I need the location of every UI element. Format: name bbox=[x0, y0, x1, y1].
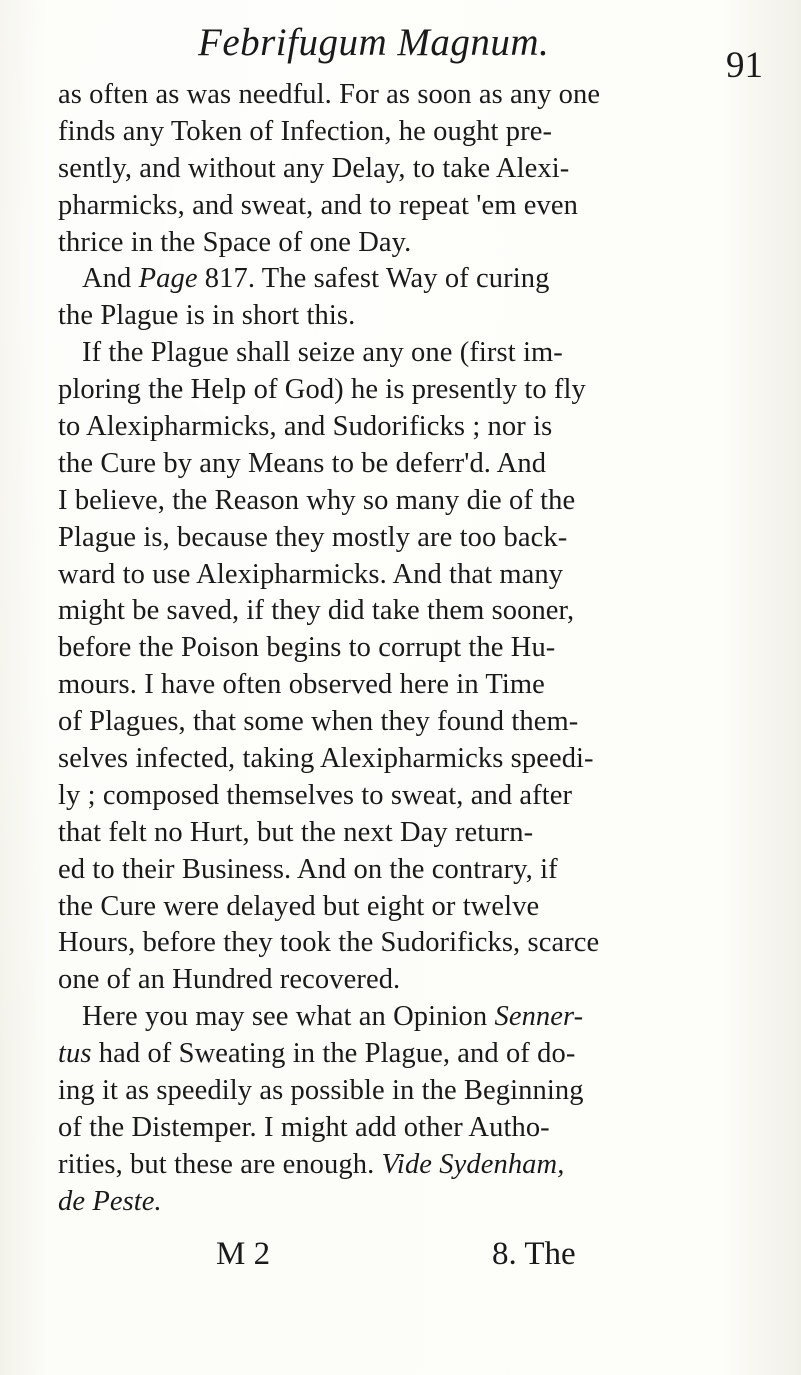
text-line: Here you may see what an Opinion Senner- bbox=[82, 1001, 584, 1033]
text-line: the Cure by any Means to be deferr'd. And bbox=[58, 447, 547, 479]
text-line: And Page 817. The safest Way of curing bbox=[82, 263, 550, 295]
running-head: Febrifugum Magnum. bbox=[198, 21, 550, 64]
text-line: finds any Token of Infection, he ought pre- bbox=[58, 115, 553, 147]
text-line: de Peste. bbox=[58, 1185, 162, 1217]
text-line: If the Plague shall seize any one (first im- bbox=[82, 337, 563, 369]
text-line: Plague is, because they mostly are too back- bbox=[58, 521, 568, 553]
text-line: ward to use Alexipharmicks. And that many bbox=[58, 558, 564, 590]
text-line: sently, and without any Delay, to take Alexi- bbox=[58, 152, 570, 184]
text-line: ed to their Business. And on the contrary, if bbox=[58, 853, 558, 885]
text-line: ly ; composed themselves to sweat, and after bbox=[58, 779, 573, 811]
text-line: ploring the Help of God) he is presently to fly bbox=[58, 374, 586, 406]
signature-mark: M 2 bbox=[216, 1236, 271, 1272]
catchword: 8. The bbox=[492, 1236, 576, 1272]
text-line: the Plague is in short this. bbox=[58, 300, 356, 332]
text-line: tus had of Sweating in the Plague, and of do- bbox=[58, 1038, 576, 1070]
text-line: ing it as speedily as possible in the Beginning bbox=[58, 1075, 584, 1107]
text-line: one of an Hundred recovered. bbox=[58, 964, 401, 996]
text-line: as often as was needful. For as soon as any one bbox=[58, 79, 601, 110]
text-line: that felt no Hurt, but the next Day return- bbox=[58, 816, 534, 848]
text-line: the Cure were delayed but eight or twelve bbox=[58, 890, 540, 922]
text-line: to Alexipharmicks, and Sudorificks ; nor is bbox=[58, 411, 553, 443]
page-number: 91 bbox=[726, 45, 763, 86]
text-line: selves infected, taking Alexipharmicks speedi- bbox=[58, 743, 594, 775]
text-line: before the Poison begins to corrupt the Hu- bbox=[58, 632, 556, 664]
text-line: pharmicks, and sweat, and to repeat 'em even bbox=[58, 189, 578, 221]
text-line: of Plagues, that some when they found them- bbox=[58, 706, 579, 738]
text-line: thrice in the Space of one Day. bbox=[58, 226, 412, 258]
text-line: mours. I have often observed here in Time bbox=[58, 669, 545, 701]
text-line: of the Distemper. I might add other Autho- bbox=[58, 1111, 550, 1143]
text-line: rities, but these are enough. Vide Sydenham, bbox=[58, 1148, 565, 1180]
body-text bbox=[58, 77, 748, 1221]
text-line: I believe, the Reason why so many die of the bbox=[58, 484, 576, 516]
text-line: Hours, before they took the Sudorificks, scarce bbox=[58, 927, 600, 959]
text-line: might be saved, if they did take them sooner, bbox=[58, 595, 575, 627]
